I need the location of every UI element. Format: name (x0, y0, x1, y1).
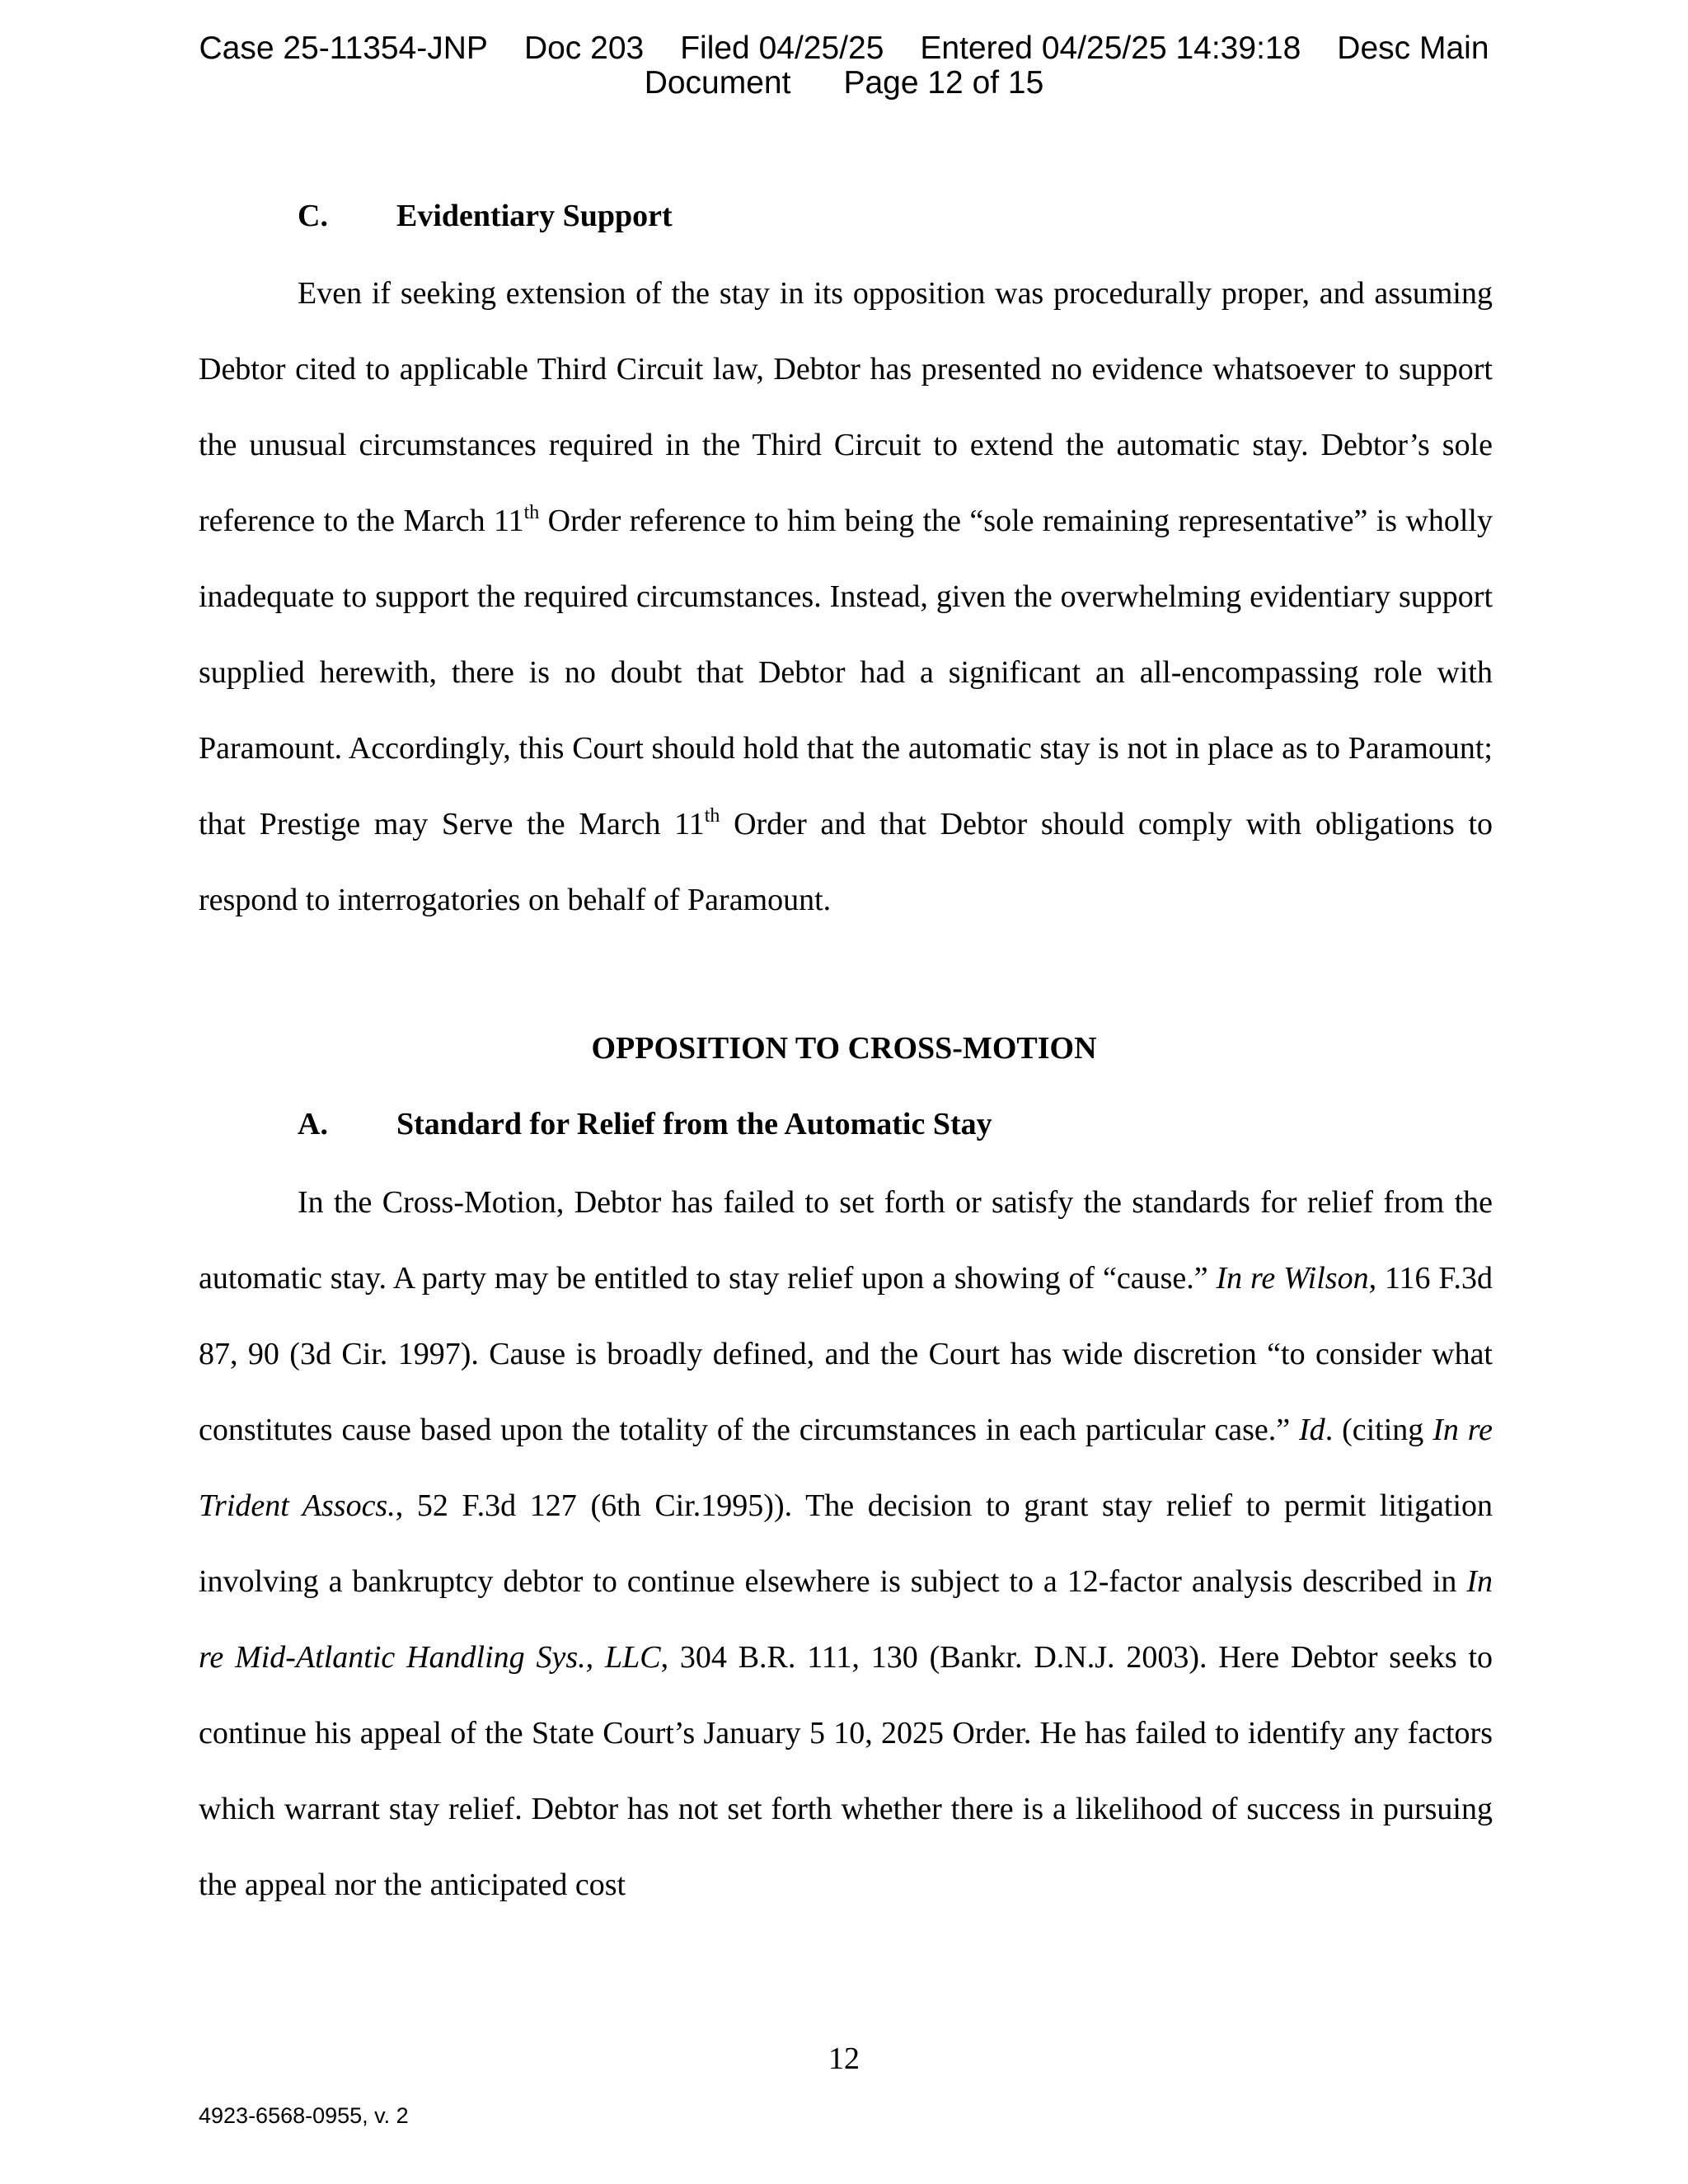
ecf-header-line-1 (0, 31, 1688, 66)
text-run: . (citing (1325, 1413, 1433, 1447)
section-c-title: Evidentiary Support (396, 199, 673, 233)
section-a-body (199, 1165, 1493, 1923)
text-run: Order reference to him being the “sole remaining representative” is wholly inadequate to support the required circumstances. Instead, given the overwhelming evidentiary support supplied herewith, there is no doubt that Debtor had a significant an all-encompassing role with Paramount. Accordingly, this Court should hold that the automatic stay is not in place as to Paramount; that Prestige may Serve the March 11 (199, 504, 1493, 841)
superscript: th (704, 805, 720, 827)
section-a-letter: A. (298, 1107, 328, 1141)
document-id: 4923-6568-0955, v. 2 (199, 2103, 409, 2128)
ecf-header-line-2 (0, 66, 1688, 101)
section-c-paragraph (199, 255, 1493, 938)
ecf-header (0, 31, 1688, 101)
section-c-body (199, 255, 1493, 938)
case-citation: In re Wilson (1216, 1261, 1369, 1296)
section-a-paragraph (199, 1165, 1493, 1923)
text-run: , 116 F.3d 87, 90 (3d Cir. 1997). Cause is broadly defined, and the Court has wide discretion “to consider what constitutes cause based upon the totality of the circumstances in each particular case.” (199, 1261, 1493, 1447)
text-run: In the Cross-Motion, Debtor has failed to set forth or satisfy the standards for relief from the automatic stay. A party may be entitled to stay relief upon a showing of “cause.” (199, 1185, 1493, 1296)
document-label: Document (644, 65, 791, 101)
filed-date: Filed 04/25/25 (680, 30, 884, 66)
page-number: 12 (828, 2041, 860, 2076)
text-run: , 52 F.3d 127 (6th Cir.1995)). The decision to grant stay relief to permit litigation involving a bankruptcy debtor to continue elsewhere is subject to a 12-factor analysis described in (199, 1488, 1493, 1599)
doc-number: Doc 203 (523, 30, 645, 66)
case-citation: Id (1299, 1413, 1325, 1447)
case-number: Case 25-11354-JNP (199, 30, 488, 66)
entered-date: Entered 04/25/25 14:39:18 (920, 30, 1301, 66)
text-run: Even if seeking extension of the stay in its opposition was procedurally proper, and assuming Debtor cited to applicable Third Circuit law, Debtor has presented no evidence whatsoever to support the unusual circumstances required in the Third Circuit to extend the automatic stay. Debtor’s sole reference to the March 11 (199, 276, 1493, 538)
section-c-heading (298, 198, 673, 234)
section-a-title: Standard for Relief from the Automatic Stay (396, 1107, 992, 1141)
text-run: , 304 B.R. 111, 130 (Bankr. D.N.J. 2003). Here Debtor seeks to continue his appeal of the State Court’s January 5 10, 2025 Order. He has failed to identify any factors which warrant stay relief. Debtor has not set forth whether there is a likelihood of success in pursuing the appeal nor the anticipated cost (199, 1640, 1493, 1902)
case-citation: In re Mid-Atlantic Handling Sys., LLC (199, 1564, 1493, 1675)
section-c-letter: C. (298, 199, 328, 233)
text-run: Order and that Debtor should comply with obligations to respond to interrogatories on behalf of Paramount. (199, 807, 1493, 917)
case-citation: In re Trident Assocs. (199, 1413, 1493, 1523)
desc: Desc Main (1337, 30, 1489, 66)
section-a-heading (298, 1106, 992, 1142)
opposition-heading: OPPOSITION TO CROSS-MOTION (591, 1031, 1097, 1066)
page-count: Page 12 of 15 (843, 65, 1044, 101)
superscript: th (523, 502, 540, 523)
